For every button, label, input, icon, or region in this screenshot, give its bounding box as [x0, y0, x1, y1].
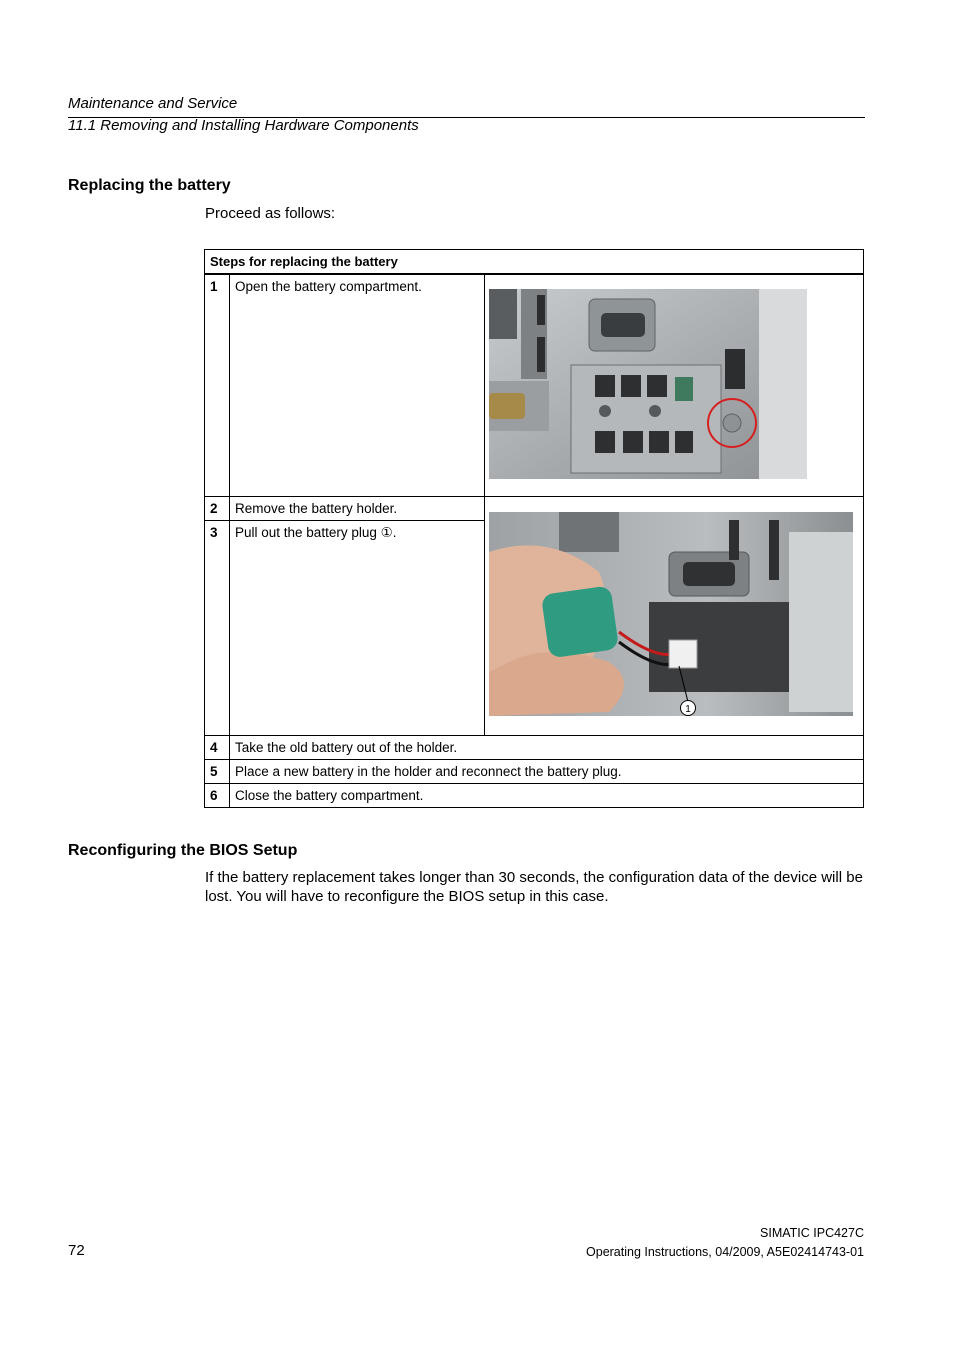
battery-plug-photo [489, 512, 853, 716]
running-header-chapter: Maintenance and Service [68, 95, 238, 112]
step-number: 5 [205, 759, 230, 783]
section-title-replacing-battery: Replacing the battery [68, 177, 231, 194]
step-number: 4 [205, 735, 230, 759]
step-number: 1 [205, 274, 230, 496]
footer-product: SIMATIC IPC427C [760, 1226, 864, 1240]
footer-doc-info: Operating Instructions, 04/2009, A5E02414743-01 [586, 1245, 864, 1259]
step-text: Take the old battery out of the holder. [230, 735, 864, 759]
running-header-section: 11.1 Removing and Installing Hardware Components [68, 117, 419, 134]
callout-1: 1 [685, 703, 691, 715]
table-row [205, 735, 864, 759]
table-heading: Steps for replacing the battery [205, 250, 864, 275]
step-text: Pull out the battery plug ①. [230, 520, 485, 735]
step-text: Remove the battery holder. [230, 496, 485, 520]
intro-text: Proceed as follows: [205, 205, 336, 222]
step-text: Close the battery compartment. [230, 783, 864, 807]
battery-compartment-photo [489, 289, 807, 479]
steps-table [204, 249, 864, 808]
step-number: 3 [205, 520, 230, 735]
photo-cell [485, 496, 864, 735]
step-number: 2 [205, 496, 230, 520]
page-number: 72 [68, 1242, 85, 1259]
step-text: Place a new battery in the holder and reconnect the battery plug. [230, 759, 864, 783]
table-row [205, 783, 864, 807]
photo-cell [485, 274, 864, 496]
table-row [205, 274, 864, 496]
step-text: Open the battery compartment. [230, 274, 485, 496]
section-title-bios-setup: Reconfiguring the BIOS Setup [68, 842, 298, 859]
bios-body-text: If the battery replacement takes longer than 30 seconds, the configuration data of the device will be lost. You will have to reconfigure the BIOS setup in this case. [205, 869, 863, 905]
step-number: 6 [205, 783, 230, 807]
table-row [205, 496, 864, 520]
table-row [205, 759, 864, 783]
